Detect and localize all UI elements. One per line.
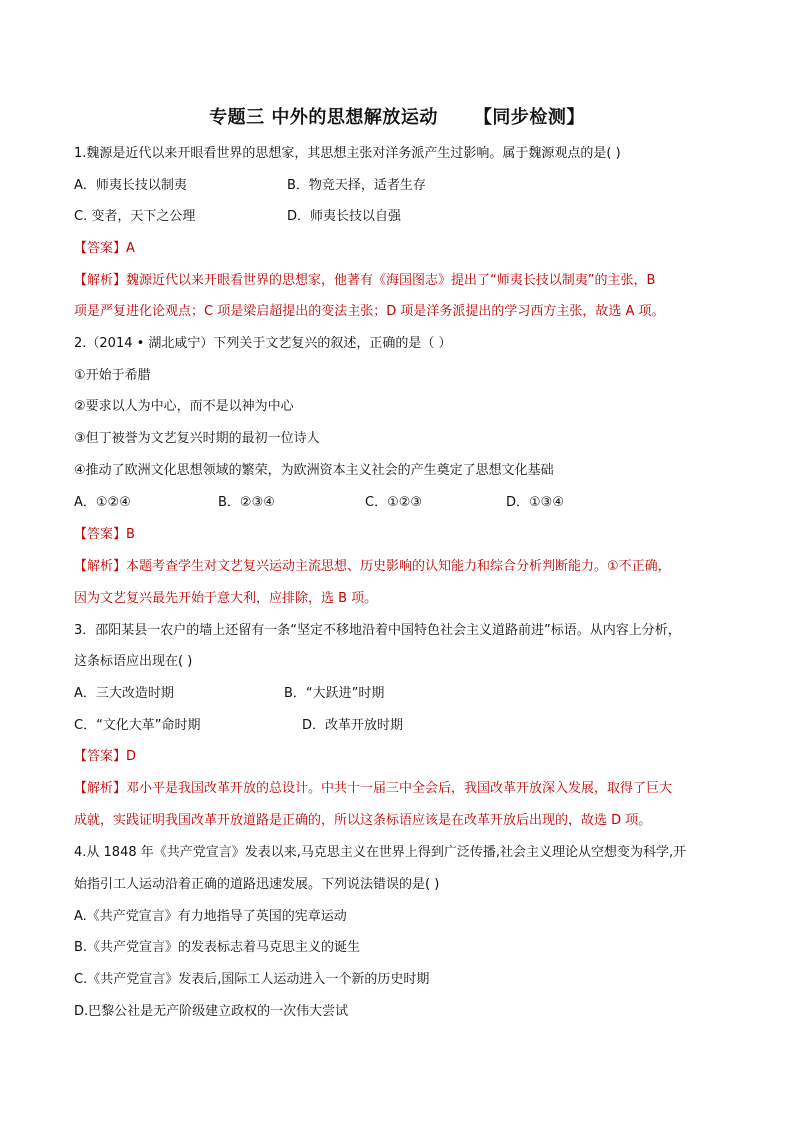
- answer-value: A: [126, 241, 135, 256]
- title-main: 专题三 中外的思想解放运动: [209, 107, 438, 128]
- q4-option-a: A.《共产党宣言》有力地指导了英国的宪章运动: [74, 909, 347, 924]
- q3-option-d: D．改革开放时期: [302, 718, 404, 733]
- q4-option-c: C.《共产党宣言》发表后,国际工人运动进入一个新的历史时期: [74, 972, 430, 987]
- q3-option-c: C．“文化大革”命时期: [74, 718, 201, 733]
- analysis-label: 【解析】: [74, 781, 127, 796]
- q1-answer: [74, 240, 135, 258]
- q3-analysis-line-2: 成就，实践证明我国改革开放道路是正确的，所以这条标语应该是在改革开放后出现的，故选 D 项。: [74, 813, 652, 828]
- answer-value: D: [126, 749, 137, 764]
- q3-answer: [74, 748, 136, 766]
- analysis-label: 【解析】: [74, 273, 127, 288]
- q1-option-b: B．物竞天择，适者生存: [287, 178, 426, 193]
- q2-stem: 2.（2014 • 湖北咸宁）下列关于文艺复兴的叙述，正确的是（ ）: [74, 336, 452, 351]
- q2-item-1: ①开始于希腊: [74, 368, 151, 383]
- analysis-label: 【解析】: [74, 559, 127, 574]
- q2-analysis-line-2: 因为文艺复兴最先开始于意大利，应排除，选 B 项。: [74, 591, 378, 606]
- analysis-text: 本题考查学生对文艺复兴运动主流思想、历史影响的认知能力和综合分析判断能力。①不正确，: [126, 559, 671, 574]
- q3-stem-line-2: 这条标语应出现在( ): [74, 654, 193, 669]
- q2-option-d: D．①③④: [506, 495, 564, 510]
- answer-label: 【答案】: [74, 749, 127, 764]
- q1-stem: 1.魏源是近代以来开眼看世界的思想家，其思想主张对洋务派产生过影响。属于魏源观点的是( ): [74, 146, 621, 161]
- q3-option-b: B．“大跃进”时期: [284, 686, 385, 701]
- q4-stem-line-2: 始指引工人运动沿着正确的道路迅速发展。下列说法错误的是( ): [74, 877, 440, 892]
- title-tag: 【同步检测】: [473, 107, 585, 128]
- q3-option-a: A．三大改造时期: [74, 686, 174, 701]
- q2-option-a: A．①②④: [74, 495, 131, 510]
- analysis-text: 邓小平是我国改革开放的总设计。中共十一届三中全会后，我国改革开放深入发展，取得了巨大: [126, 781, 673, 796]
- q1-option-d: D．师夷长技以自强: [287, 209, 402, 224]
- q2-answer: [74, 526, 135, 544]
- q4-option-b: B.《共产党宣言》的发表标志着马克思主义的诞生: [74, 940, 361, 955]
- q2-item-3: ③但丁被誉为文艺复兴时期的最初一位诗人: [74, 431, 320, 446]
- q2-analysis-line-1: [74, 558, 671, 576]
- q2-option-c: C．①②③: [365, 495, 423, 510]
- q2-item-2: ②要求以人为中心，而不是以神为中心: [74, 399, 294, 414]
- page-title: [0, 103, 794, 129]
- answer-value: B: [126, 527, 135, 542]
- q1-analysis-line-2: 项是严复进化论观点；C 项是梁启超提出的变法主张；D 项是洋务派提出的学习西方主张，故选 A 项。: [74, 304, 665, 319]
- q3-stem-line-1: 3．邵阳某县一农户的墙上还留有一条“坚定不移地沿着中国特色社会主义道路前进”标语。从内容上分析，: [74, 623, 681, 638]
- analysis-text: 魏源近代以来开眼看世界的思想家，他著有《海国图志》提出了“师夷长技以制夷”的主张，B: [126, 273, 656, 288]
- q2-item-4: ④推动了欧洲文化思想领域的繁荣，为欧洲资本主义社会的产生奠定了思想文化基础: [74, 463, 554, 478]
- q3-analysis-line-1: [74, 780, 672, 798]
- q1-option-c: C. 变者，天下之公理: [74, 209, 196, 224]
- answer-label: 【答案】: [74, 241, 127, 256]
- q1-analysis-line-1: [74, 272, 655, 290]
- answer-label: 【答案】: [74, 527, 127, 542]
- q1-option-a: A．师夷长技以制夷: [74, 178, 187, 193]
- q2-option-b: B．②③④: [218, 495, 275, 510]
- q4-stem-line-1: 4.从 1848 年《共产党宣言》发表以来,马克思主义在世界上得到广泛传播,社会主义理论从空想变为科学,开: [74, 845, 687, 860]
- q4-option-d: D.巴黎公社是无产阶级建立政权的一次伟大尝试: [74, 1004, 349, 1019]
